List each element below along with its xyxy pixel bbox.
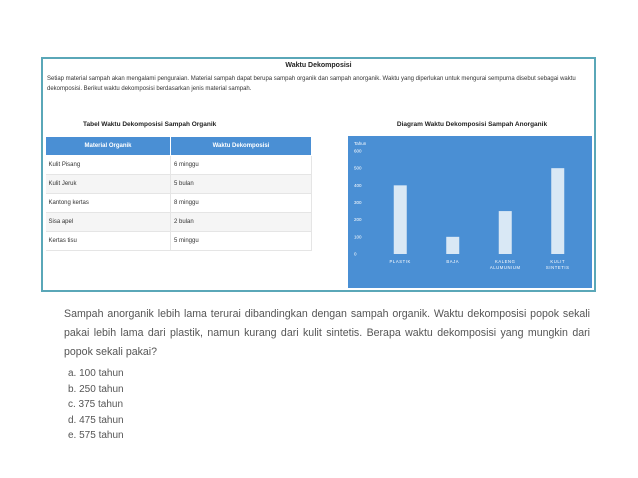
x-tick-label: BAJA [446,259,460,264]
panel-intro: Setiap material sampah akan mengalami penguraian. Material sampah dapat berupa sampah organik dan sampah anorganik. Waktu yang diperlukan untuk mengurai sempurna disebut sebagai waktu dekomposisi. Berikut waktu dekomposisi berdasarkan jenis material sampah. [47,76,576,92]
table-cell-time: 2 bulan [171,213,312,232]
table-title: Tabel Waktu Dekomposisi Sampah Organik [83,121,217,128]
table-cell-time: 8 minggu [171,194,312,213]
table-row [46,213,312,232]
table-header-time: Waktu Dekomposisi [171,137,312,156]
bar [499,211,512,254]
table-cell-time: 6 minggu [171,156,312,175]
x-tick-label: PLASTIK [389,259,411,264]
chart-svg [348,136,592,288]
inorganic-bar-chart [348,136,592,288]
option-c[interactable]: c. 375 tahun [68,399,124,410]
table-cell-material: Kertas tisu [46,232,171,251]
table-header-material: Material Organik [46,137,171,156]
table-cell-material: Kulit Pisang [46,156,171,175]
y-axis-label: Tahun [354,141,367,146]
table-cell-time: 5 minggu [171,232,312,251]
x-tick-label: KULIT [550,259,566,264]
y-tick-label: 300 [354,200,362,205]
table-row [46,156,312,175]
y-tick-label: 600 [354,148,362,154]
option-b[interactable]: b. 250 tahun [68,383,124,395]
option-a[interactable]: a. 100 tahun [68,368,124,379]
option-d[interactable]: d. 475 tahun [68,414,124,426]
table-cell-material: Kulit Jeruk [46,175,171,194]
y-tick-label: 0 [354,251,357,257]
x-tick-label: SINTETIS [545,265,570,270]
chart-title: Diagram Waktu Dekomposisi Sampah Anorganik [396,121,548,128]
bar [551,168,564,254]
option-e[interactable]: e. 575 tahun [68,430,124,441]
decomposition-panel [41,57,596,292]
question-text: Sampah anorganik lebih lama terurai dibandingkan dengan sampah organik. Waktu dekomposisi popok sekali pakai lebih lama dari plastik, namun kurang dari kulit sintetis. Berapa waktu dekomposisi yang mungkin dari popok sekali pakai? [64,308,590,358]
x-tick-label: KALENG [494,259,516,264]
table-cell-material: Kantong kertas [46,194,171,213]
table-row [46,175,312,194]
organic-table [45,136,312,251]
table-row [46,194,312,213]
y-tick-label: 200 [354,217,362,223]
table-row [46,232,312,251]
table-cell-time: 5 bulan [171,175,312,194]
answer-options [68,366,124,444]
y-tick-label: 500 [354,165,362,171]
y-tick-label: 100 [354,234,362,240]
x-tick-label: ALUMUNIUM [489,265,521,270]
y-tick-label: 400 [354,182,362,188]
panel-title: Waktu Dekomposisi [285,62,352,69]
bar [394,185,407,254]
table-cell-material: Sisa apel [46,213,171,232]
bar [446,237,459,254]
